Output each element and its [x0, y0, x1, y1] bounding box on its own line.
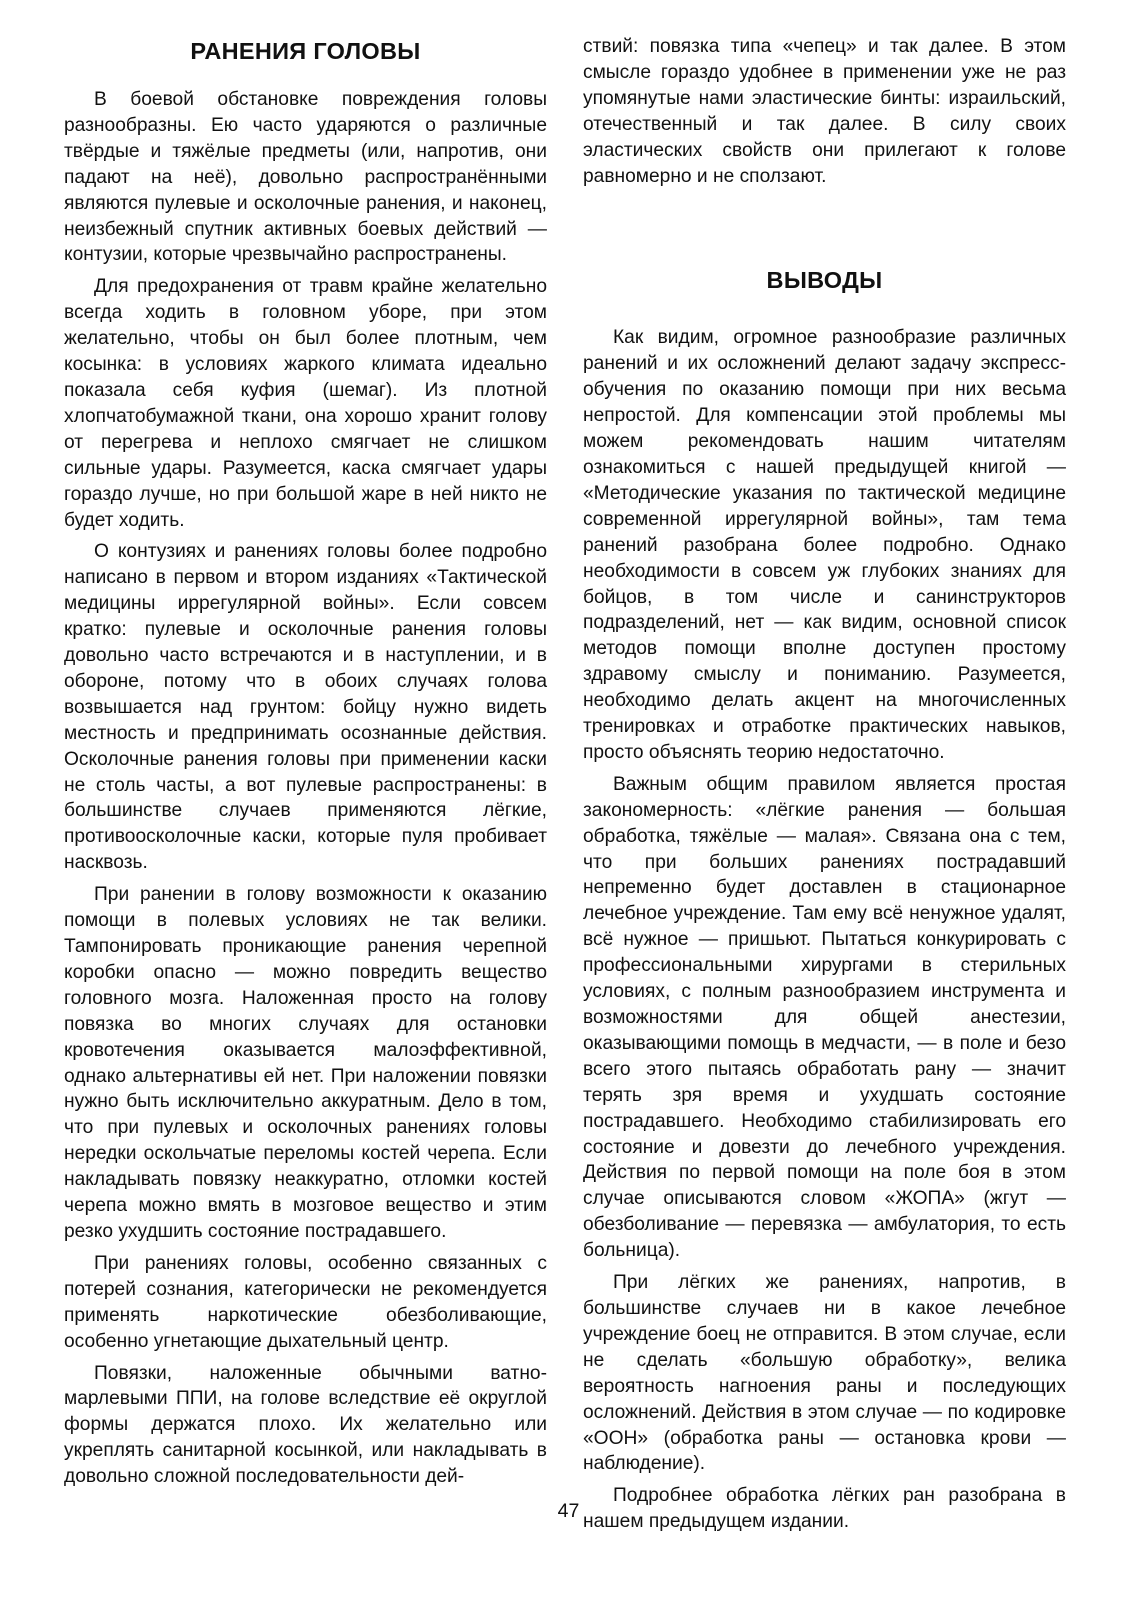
paragraph: При лёгких же ранениях, напротив, в большинстве случаев ни в какое лечебное учреждение боец не отправится. В этом случае, если не сделать «большую обработку», велика вероятность нагноения раны и последующих осложнений. Действия в этом случае — по кодировке «ООН» (обработка раны — остановка крови — наблюдение). [583, 1272, 1066, 1475]
paragraph: Для предохранения от травм крайне желательно всегда ходить в головном уборе, при этом желательно, чтобы он был более плотным, чем косынка: в условиях жаркого климата идеально показала себя куфия (шемаг). Из плотной хлопчатобумажной ткани, она хорошо хранит голову от перегрева и неплохо смягчает не слишком сильные удары. Разумеется, каска смягчает удары гораздо лучше, но при большой жаре в ней никто не будет ходить. [64, 276, 547, 531]
section-title-head-wounds: РАНЕНИЯ ГОЛОВЫ [190, 38, 421, 64]
paragraph: О контузиях и ранениях головы более подробно написано в первом и втором изданиях «Тактической медицины иррегулярной войны». Если совсем кратко: пулевые и осколочные ранения головы довольно часто встречаются и в наступлении, и в обороне, потому что в обоих случаях голова возвышается над грунтом: бойцу нужно видеть местность и предпринимать осознанные действия. Осколочные ранения головы при применении каски не столь часты, а вот пулевые распространены: в большинстве случаев применяются лёгкие, противоосколочные каски, которые пуля пробивает насквозь. [64, 541, 547, 874]
paragraph: При ранениях головы, особенно связанных с потерей сознания, категорически не рекомендуется применять наркотические обезболивающие, особенно угнетающие дыхательный центр. [64, 1252, 547, 1352]
section-title-conclusions: ВЫВОДЫ [766, 267, 883, 294]
paragraph: Важным общим правилом является простая закономерность: «лёгкие ранения — большая обработка, тяжёлые — малая». Связана она с тем, что при больших ранениях пострадавший непременно будет доставлен в стационарное лечебное учреждение. Там ему всё ненужное удалят, всё нужное — пришьют. Пытаться конкурировать с профессиональными хирургами в стерильных условиях, с полным разнообразием инструмента и возможностями для общей анестезии, оказывающими помощь в медчасти, — в поле и безо всего этого пытаясь обработать рану — значит терять зря время и ухудшать состояние пострадавшего. Необходимо стабилизировать его состояние и довезти до лечебного учреждения. Действия по первой помощи на поле боя в этом случае описываются словом «ЖОПА» (жгут — обезболивание — перевязка — амбулатория, то есть больница). [583, 773, 1066, 1262]
paragraph: Подробнее обработка лёгких ран разобрана в нашем предыдущем издании. [583, 1485, 1066, 1533]
paragraph: Повязки, наложенные обычными ватно-марлевыми ППИ, на голове вследствие её округлой формы держатся плохо. Их желательно или укреплять санитарной косынкой, или накладывать в довольно сложной последовательности дей- [64, 1362, 547, 1488]
left-column [64, 34, 547, 1490]
paragraph: В боевой обстановке повреждения головы разнообразны. Ею часто ударяются о различные твёрдые и тяжёлые предметы (или, напротив, они падают на неё), довольно распространёнными являются пулевые и осколочные ранения, и наконец, неизбежный спутник активных боевых действий — контузии, которые чрезвычайно распространены. [64, 89, 547, 266]
paragraph-continuation: ствий: повязка типа «чепец» и так далее. В этом смысле гораздо удобнее в применении уже не раз упомянутые нами эластические бинты: израильский, отечественный и так далее. В силу своих эластических свойств они прилегают к голове равномерно и не сползают. [583, 36, 1066, 187]
page-number: 47 [557, 1500, 580, 1522]
right-column [583, 34, 1066, 1535]
paragraph: При ранении в голову возможности к оказанию помощи в полевых условиях не так велики. Тампонировать проникающие ранения черепной коробки опасно — можно повредить вещество головного мозга. Наложенная просто на голову повязка во многих случаях для остановки кровотечения оказывается малоэффективной, однако альтернативы ей нет. При наложении повязки нужно быть исключительно аккуратным. Дело в том, что при пулевых и осколочных ранениях головы нередки оскольчатые переломы костей черепа. Если накладывать повязку неаккуратно, отломки костей черепа можно вмять в мозговое вещество и этим резко ухудшить состояние пострадавшего. [64, 884, 547, 1242]
paragraph: Как видим, огромное разнообразие различных ранений и их осложнений делают задачу экспресс-обучения по оказанию помощи при них весьма непростой. Для компенсации этой проблемы мы можем рекомендовать нашим читателям ознакомиться с нашей предыдущей книгой — «Методические указания по тактической медицине современной иррегулярной войны», там тема ранений разобрана более подробно. Однако необходимости в совсем уж глубоких знаниях для бойцов, в том числе и санинструкторов подразделений, нет — как видим, основной список методов помощи вполне доступен простому здравому смыслу и пониманию. Разумеется, необходимо делать акцент на многочисленных тренировках и отработке практических навыков, просто объяснять теорию недостаточно. [583, 327, 1066, 763]
